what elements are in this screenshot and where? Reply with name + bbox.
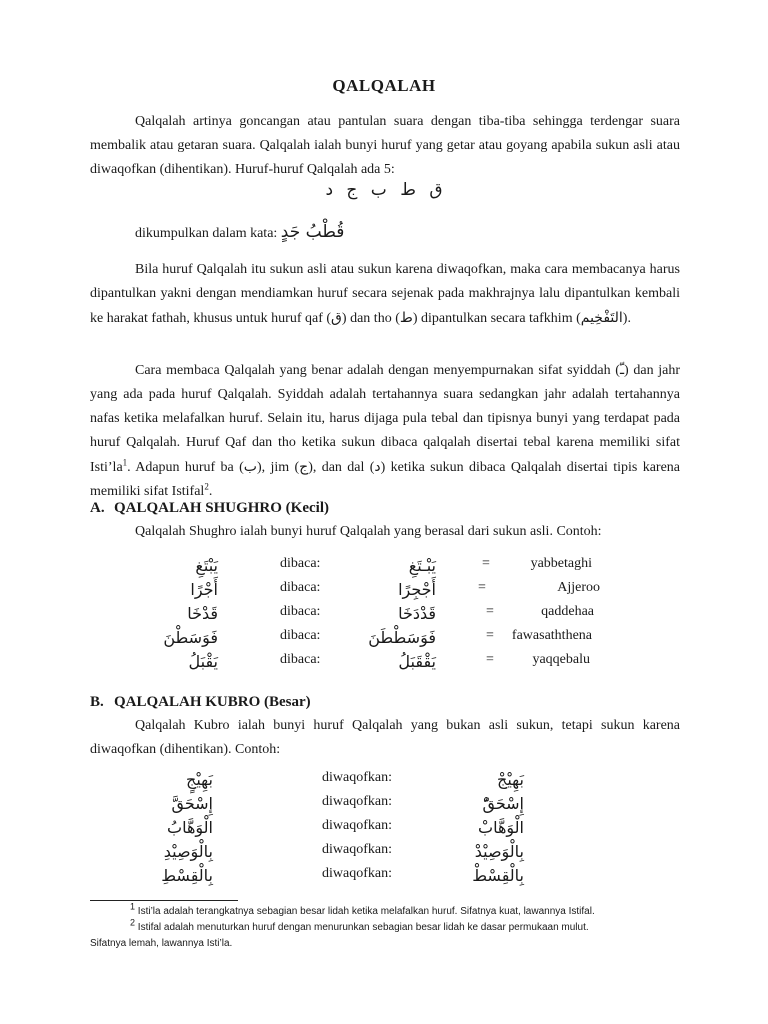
paragraph-syiddah [90,358,680,504]
shughro-equals: = [486,604,494,619]
intro-paragraph: Qalqalah artinya goncangan atau pantulan suara dengan tiba-tiba sehingga terdengar suara membalik atau getaran suara. Qalqalah ialah bunyi huruf yang getar atau goyang apabila sukun asli atau diwaqofkan (dihentikan). Huruf-huruf Qalqalah ada 5: [90,114,680,177]
shughro-row [0,628,768,652]
footnote-1-text: Isti’la adalah terangkatnya sebagian besar lidah ketika melafalkan huruf. Sifatnya kuat, lawannya Istifal. [135,906,595,917]
footnote-1-number: 1 [130,901,136,912]
shughro-arabic: فَوَسَطْنَ [163,628,218,647]
kubro-arabic-waqf: بِالْقِسْطْ [472,866,524,885]
section-a-title: QALQALAH SHUGHRO (Kecil) [114,500,329,516]
kubro-arabic: بِالْقِسْطِ [161,866,213,885]
shughro-row [0,580,768,604]
shughro-arabic: قَدْخَا [187,604,218,623]
shughro-row [0,652,768,676]
para3-text-f: ) ketika sukun dibaca Qalqalah disertai tipis karena memiliki sifat Istifal [90,460,680,499]
para2-text-c: ) dipantulkan secara tafkhim ( [412,311,581,326]
kubro-label: diwaqofkan: [322,818,392,833]
shughro-label: dibaca: [280,604,321,619]
shughro-label: dibaca: [280,652,321,667]
shughro-arabic: يَقْبَلُ [188,652,218,671]
para2-tafkhim: التَفْخِيم [580,310,623,326]
shughro-label: dibaca: [280,556,321,571]
para3-text-e: ), dan dal ( [308,460,375,475]
footnote-2-text: Istifal adalah menuturkan huruf dengan menurunkan sebagian besar lidah ke dasar permukaan mulut. [135,922,589,933]
footnote-2 [130,917,690,936]
section-b-title: QALQALAH KUBRO (Besar) [114,694,311,710]
para3-text-a: Cara membaca Qalqalah yang benar adalah dengan menyempurnakan sifat syiddah ( [135,363,620,378]
section-b-letter: B. [90,694,104,710]
footnote-1 [130,901,690,920]
kata-line [135,222,344,242]
kubro-arabic-waqf: بِالْوَصِيْدْ [474,842,524,861]
shughro-latin: Ajjeroo [557,580,600,595]
kubro-arabic: إِسْحَقَّ [171,794,213,813]
kubro-arabic: بَهِيْجٍ [186,770,213,789]
footnote-2-continuation: Sifatnya lemah, lawannya Isti’la. [90,938,233,949]
kubro-arabic-waqf: إِسْحَقّْ [482,794,524,813]
shughro-latin: yabbetaghi [530,556,592,571]
kubro-arabic: بِالْوَصِيْدِ [163,842,213,861]
para3-text-b: ) dan jahr yang ada pada huruf Qalqalah. Syiddah adalah tertahannya suara sedangkan jahr adalah tertahannya nafas ketika melafalkan huruf. Selain itu, harus dijaga pula tebal dan tipisnya bunyi yang terdapat pada huruf Qalqalah. Huruf Qaf dan tho ketika sukun dibaca qalqalah disertai tebal karena memiliki sifat Isti’la [90,363,680,475]
footnote-ref-1[interactable]: 1 [122,457,128,468]
shughro-arabic: يَبْتَغِ [195,556,218,575]
para2-text-a: Bila huruf Qalqalah itu sukun asli atau sukun karena diwaqofkan, maka cara membacanya harus dipantulkan yakni dengan mendiamkan huruf secara sejenak pada makhrajnya lalu dipantulkan kembali ke harakat fathah, khusus untuk huruf qaf ( [90,262,680,326]
kata-label: dikumpulkan dalam kata: [135,226,278,241]
shughro-arabic: أَجْرًا [190,580,218,599]
shughro-equals: = [482,556,490,571]
kubro-label: diwaqofkan: [322,770,392,785]
section-a-letter: A. [90,500,105,516]
para3-text-c: . Adapun huruf ba ( [127,460,244,475]
kata-arabic: قُطْبُ جَدٍ [280,222,345,242]
kubro-row [0,866,768,890]
section-b-description: Qalqalah Kubro ialah bunyi huruf Qalqalah yang bukan asli sukun, tetapi sukun karena diwaqofkan (dihentikan). Contoh: [90,718,680,757]
kubro-arabic-waqf: الْوَهَّابْ [478,818,524,837]
shughro-arabic-read: فَوَسَطْطَنَ [368,628,436,647]
section-b-heading [90,694,311,711]
para3-syiddah: ـّ [619,362,625,378]
shughro-latin: fawasaththena [511,628,592,643]
para3-jim: ج [299,459,309,475]
para2-qaf: ق [331,310,342,326]
para2-tho: ط [399,310,413,326]
kubro-row [0,770,768,794]
kubro-row [0,842,768,866]
kubro-label: diwaqofkan: [322,794,392,809]
footnote-ref-2[interactable]: 2 [204,481,209,492]
kubro-arabic: الْوَهَّابُ [167,818,213,837]
para2-text-d: ). [622,311,631,326]
kubro-label: diwaqofkan: [322,842,392,857]
para3-text-g: . [208,484,213,499]
shughro-arabic-read: يَبْـتَغِ [408,556,436,575]
kubro-arabic-waqf: بَهِيْجْ [497,770,524,789]
shughro-arabic-read: يَقْقَبَلُ [398,652,436,671]
kubro-row [0,794,768,818]
shughro-equals: = [486,628,494,643]
footnote-2-number: 2 [130,917,136,928]
kubro-label: diwaqofkan: [322,866,392,881]
paragraph-pantulan [90,258,680,331]
shughro-latin: yaqqebalu [532,652,590,667]
para2-text-b: ) dan tho ( [341,311,400,326]
shughro-label: dibaca: [280,628,321,643]
shughro-equals: = [478,580,486,595]
shughro-label: dibaca: [280,580,321,595]
shughro-arabic-read: أَجْجِرًا [398,580,436,599]
shughro-row [0,604,768,628]
para3-ba: ب [243,459,257,475]
qalqalah-letters: ق ط ب ج د [325,180,443,200]
footnote-divider [90,900,238,901]
kubro-row [0,818,768,842]
section-a-description: Qalqalah Shughro ialah bunyi huruf Qalqalah yang berasal dari sukun asli. Contoh: [135,524,602,539]
shughro-equals: = [486,652,494,667]
shughro-arabic-read: قَدْدَخَا [398,604,436,623]
page-title: QALQALAH [332,76,436,95]
section-a-heading [90,500,329,517]
shughro-latin: qaddehaa [541,604,594,619]
para3-dal: د [374,459,381,475]
para3-text-d: ), jim ( [256,460,300,475]
shughro-row [0,556,768,580]
